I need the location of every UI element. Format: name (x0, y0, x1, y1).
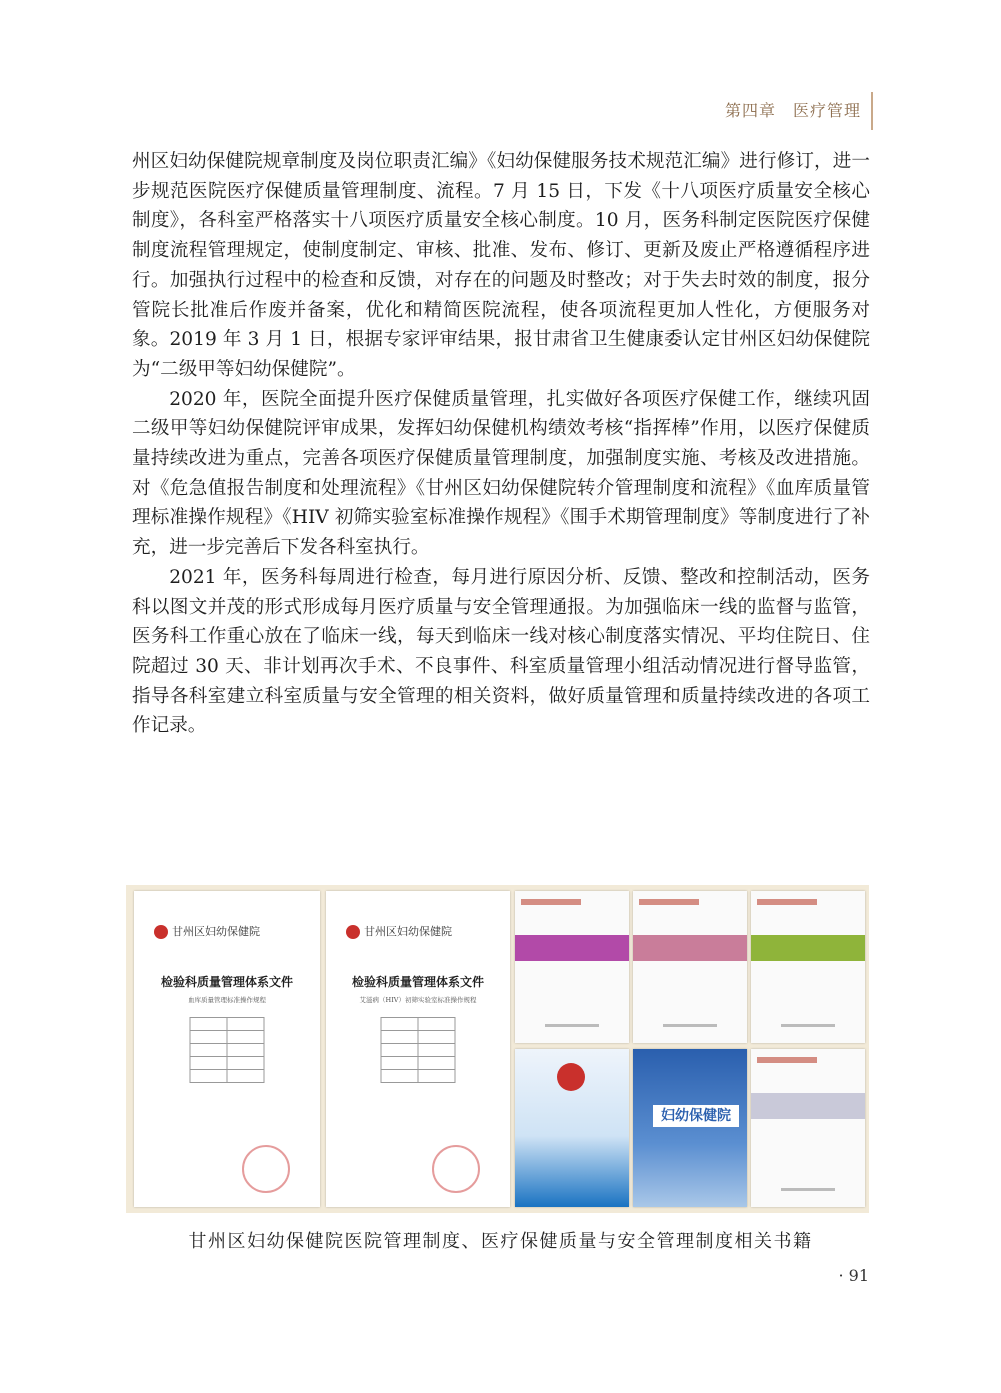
document-title: 检验科质量管理体系文件 (160, 975, 293, 989)
book-band (515, 935, 629, 961)
book-band (751, 935, 865, 961)
running-header: 第四章 医疗管理 (724, 101, 861, 120)
book-band (751, 1093, 865, 1119)
red-seal (432, 1145, 480, 1193)
book-cover-6 (751, 1049, 865, 1207)
figure-caption: 甘州区妇幼保健院医院管理制度、医疗保健质量与安全管理制度相关书籍 (188, 1231, 813, 1252)
document-1 (134, 891, 320, 1207)
paragraph-1: 州区妇幼保健院规章制度及岗位职责汇编》《妇幼保健服务技术规范汇编》进行修订，进一步规范医院医疗保健质量管理制度、流程。7 月 15 日，下发《十八项医疗质量安全核心制度》，各科室严格落实十八项医疗质量安全核心制度。10 月，医务科制定医院医疗保健制度流程管理规定，使制度制定、审核、批准、发布、修订、更新及废止严格遵循程序进行。加强执行过程中的检查和反馈，对存在的问题及时整改；对于失去时效的制度，报分管院长批准后作废并备案，优化和精简医院流程，使各项流程更加人性化，方便服务对象。2019 年 3 月 1 日，根据专家评审结果，报甘肃省卫生健康委认定甘州区妇幼保健院为“二级甲等妇幼保健院”。 (132, 151, 870, 380)
paragraph-3: 2021 年，医务科每周进行检查，每月进行原因分析、反馈、整改和控制活动，医务科以图文并茂的形式形成每月医疗质量与安全管理通报。为加强临床一线的监督与监管，医务科工作重心放在了临床一线，每天到临床一线对核心制度落实情况、平均住院日、住院超过 30 天、非计划再次手术、不良事件、科室质量管理小组活动情况进行督导监管，指导各科室建立科室质量与安全管理的相关资料，做好质量管理和质量持续改进的各项工作记录。 (132, 566, 870, 737)
logo-icon (346, 925, 360, 939)
document-subtitle: 艾滋病（HIV）初筛实验室标准操作规程 (359, 996, 477, 1004)
book-cover-5 (633, 1049, 747, 1207)
paragraph-2: 2020 年，医院全面提升医疗保健质量管理，扎实做好各项医疗保健工作，继续巩固二级甲等妇幼保健院评审成果，发挥妇幼保健机构绩效考核“指挥棒”作用，以医疗保健质量持续改进为重点，完善各项医疗保健质量管理制度，加强制度实施、考核及改进措施。对《危急值报告制度和处理流程》《甘州区妇幼保健院转介管理制度和流程》《血库质量管理标准操作规程》《HIV 初筛实验室标准操作规程》《围手术期管理制度》等制度进行了补充，进一步完善后下发各科室执行。 (132, 388, 870, 559)
book-cover-2 (633, 891, 747, 1043)
body-text (132, 147, 870, 741)
book-cover-1 (515, 891, 629, 1043)
logo-icon (154, 925, 168, 939)
document-title: 检验科质量管理体系文件 (351, 975, 484, 989)
document-2 (326, 891, 510, 1207)
figure-photo (126, 885, 869, 1213)
document-table (190, 1017, 265, 1083)
red-seal (242, 1145, 290, 1193)
hospital-logo: 甘州区妇幼保健院 (154, 923, 260, 939)
page-number: · 91 (838, 1266, 869, 1285)
hospital-logo: 甘州区妇幼保健院 (346, 923, 452, 939)
book-cover-4 (515, 1049, 629, 1207)
document-subtitle: 血库质量管理标准操作规程 (188, 996, 266, 1004)
book-cover-3 (751, 891, 865, 1043)
document-table (381, 1017, 456, 1083)
book-band (633, 935, 747, 961)
book-title: 妇幼保健院 (653, 1105, 739, 1127)
header-rule (871, 92, 873, 130)
